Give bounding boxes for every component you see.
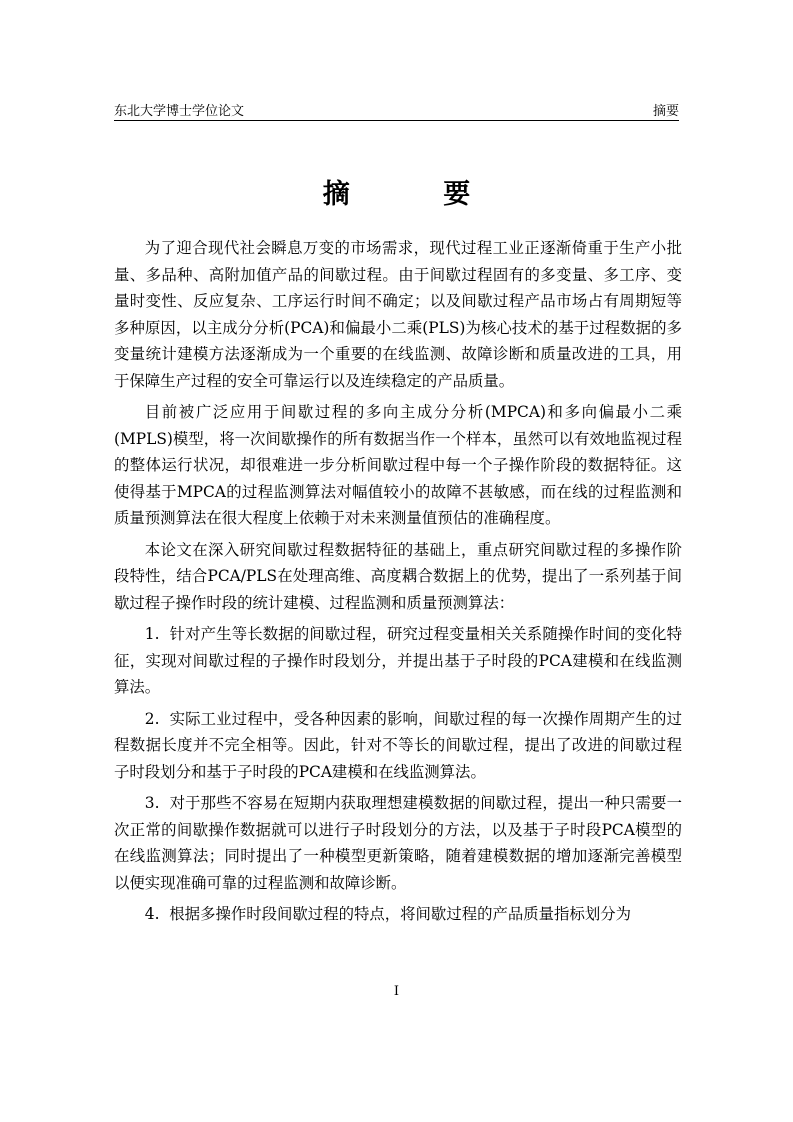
page-title: 摘 要: [322, 179, 513, 210]
header-thesis-title: 东北大学博士学位论文: [114, 104, 245, 119]
paragraph-1: 为了迎合现代社会瞬息万变的市场需求，现代过程工业正逐渐倚重于生产小批量、多品种、高附加值产品的间歇过程。由于间歇过程固有的多变量、多工序、变量时变性、反应复杂、工序运行时间不确定；以及间歇过程产品市场占有周期短等多种原因，以主成分分析(PCA)和偏最小二乘(PLS)为核心技术的基于过程数据的多变量统计建模方法逐渐成为一个重要的在线监测、故障诊断和质量改进的工具，用于保障生产过程的安全可靠运行以及连续稳定的产品质量。: [114, 239, 682, 390]
list-item-number: 2.: [144, 709, 160, 728]
list-item-2: [114, 706, 682, 786]
list-item-number: 3.: [144, 794, 160, 812]
page-number: I: [393, 984, 400, 999]
list-item-4: [114, 901, 682, 928]
list-item-text: 根据多操作时段间歇过程的特点，将间歇过程的产品质量指标划分为: [169, 905, 632, 923]
list-item-number: 1.: [144, 625, 160, 643]
list-item-text: 实际工业过程中，受各种因素的影响，间歇过程的每一次操作周期产生的过程数据长度并不完全相等。因此，针对不等长的间歇过程，提出了改进的间歇过程子时段划分和基于子时段的PCA建模和在线监测算法。: [114, 709, 682, 781]
abstract-body: [114, 235, 682, 933]
paragraph-3: 本论文在深入研究间歇过程数据特征的基础上，重点研究间歇过程的多操作阶段特性，结合PCA/PLS在处理高维、高度耦合数据上的优势，提出了一系列基于间歇过程子操作时段的统计建模、过程监测和质量预测算法：: [114, 540, 682, 612]
list-item-1: [114, 621, 682, 701]
list-item-number: 4.: [144, 905, 160, 923]
list-item-3: [114, 790, 682, 896]
list-item-text: 对于那些不容易在短期内获取理想建模数据的间歇过程，提出一种只需要一次正常的间歇操作数据就可以进行子时段划分的方法，以及基于子时段PCA模型的在线监测算法；同时提出了一种模型更新策略，随着建模数据的增加逐渐完善模型以便实现准确可靠的过程监测和故障诊断。: [114, 794, 682, 892]
paragraph-2: 目前被广泛应用于间歇过程的多向主成分分析(MPCA)和多向偏最小二乘(MPLS)模型，将一次间歇操作的所有数据当作一个样本，虽然可以有效地监视过程的整体运行状况，却很难进一步分析间歇过程中每一个子操作阶段的数据特征。这使得基于MPCA的过程监测算法对幅值较小的故障不甚敏感，而在线的过程监测和质量预测算法在很大程度上依赖于对未来测量值预估的准确程度。: [114, 403, 682, 527]
header-section-name: 摘要: [652, 104, 679, 119]
running-header: [114, 98, 679, 121]
list-item-text: 针对产生等长数据的间歇过程，研究过程变量相关关系随操作时间的变化特征，实现对间歇过程的子操作时段划分，并提出基于子时段的PCA建模和在线监测算法。: [114, 625, 682, 696]
